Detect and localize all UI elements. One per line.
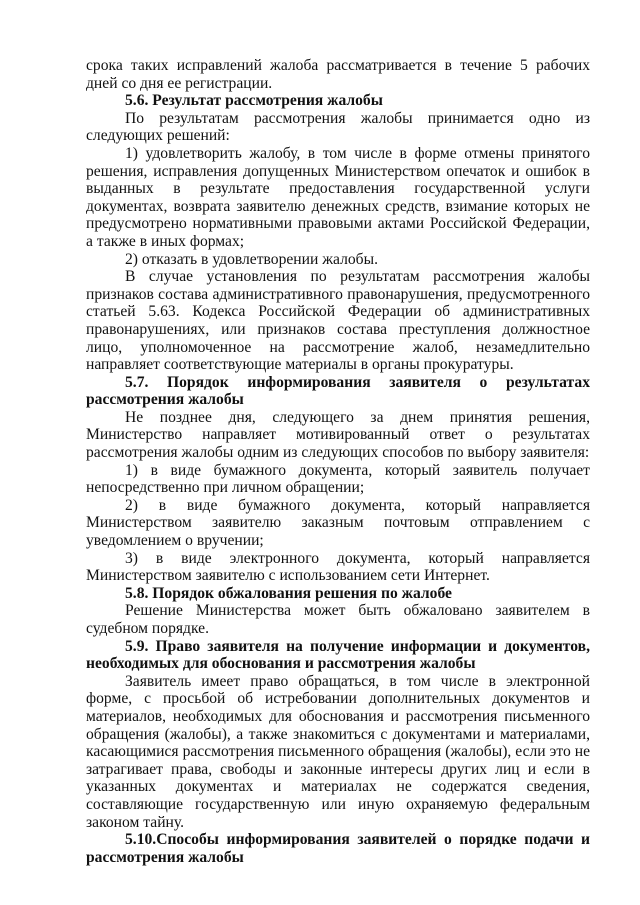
section-heading-5-6: 5.6. Результат рассмотрения жалобы (125, 92, 383, 110)
paragraph-offense-signs: В случае установления по результатам рассмотрения жалобы признаков состава административного правонарушения, предусмотренного статьей 5.63. Кодекса Российской Федерации об административных правонарушениях, или признаков состава преступления должностное лицо, уполномоченное на рассмотрение жалоб, незамедлительно направляет соответствующие материалы в органы прокуратуры. (86, 268, 590, 374)
paragraph-response: Не позднее дня, следующего за днем принятия решения, Министерство направляет мотивированный ответ о результатах рассмотрения жалобы одним из следующих способов по выбору заявителя: (86, 408, 590, 462)
list-item-paper-personal: 1) в виде бумажного документа, который заявитель получает непосредственно при личном обращении; (86, 461, 590, 497)
document-page (86, 57, 590, 866)
section-heading-5-8: 5.8. Порядок обжалования решения по жалобе (125, 584, 452, 602)
section-heading-5-7: 5.7. Порядок информирования заявителя о результатах рассмотрения жалобы (86, 373, 590, 409)
list-item-paper-mail: 2) в виде бумажного документа, который направляется Министерством заявителю заказным почтовым отправлением с уведомлением о вручении; (86, 496, 590, 550)
section-heading-5-9: 5.9. Право заявителя на получение информации и документов, необходимых для обоснования и рассмотрения жалобы (86, 637, 590, 673)
paragraph-court-appeal: Решение Министерства может быть обжаловано заявителем в судебном порядке. (86, 602, 590, 637)
list-item-refuse: 2) отказать в удовлетворении жалобы. (125, 250, 378, 268)
section-heading-5-10: 5.10.Способы информирования заявителей о порядке подачи и рассмотрения жалобы (86, 831, 590, 866)
list-item-electronic: 3) в виде электронного документа, который направляется Министерством заявителю с использованием сети Интернет. (86, 549, 590, 585)
paragraph-continuation: срока таких исправлений жалоба рассматривается в течение 5 рабочих дней со дня ее регистрации. (86, 57, 590, 92)
paragraph-right-to-info: Заявитель имеет право обращаться, в том числе в электронной форме, с просьбой об истребовании дополнительных документов и материалов, необходимых для обоснования и рассмотрения письменного обращения (жалобы), а также знакомиться с документами и материалами, касающимися рассмотрения письменного обращения (жалобы), если это не затрагивает права, свободы и законные интересы других лиц и если в указанных документах и материалах не содержатся сведения, составляющие государственную или иную охраняемую федеральным законом тайну. (86, 672, 590, 831)
list-item-satisfy: 1) удовлетворить жалобу, в том числе в форме отмены принятого решения, исправления допущенных Министерством опечаток и ошибок в выданных в результате предоставления государственной услуги документах, возврата заявителю денежных средств, взимание которых не предусмотрено нормативными правовыми актами Российской Федерации, а также в иных формах; (86, 144, 590, 250)
paragraph-decisions-intro: По результатам рассмотрения жалобы принимается одно из следующих решений: (86, 109, 590, 145)
